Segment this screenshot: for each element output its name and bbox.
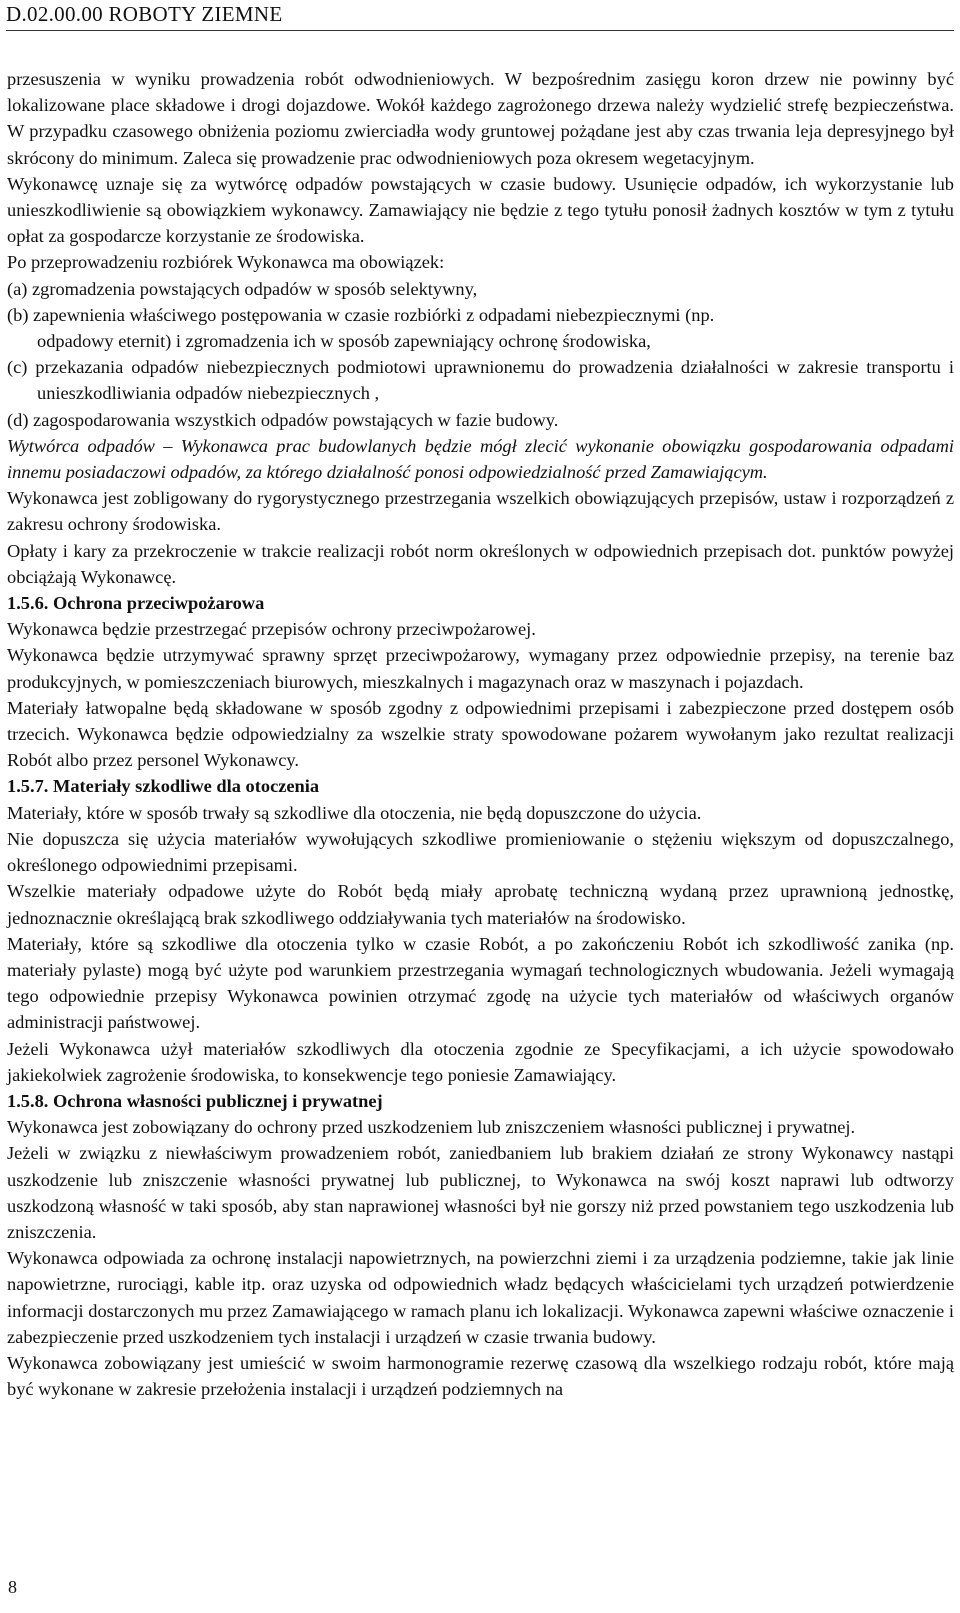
- paragraph: Wykonawcę uznaje się za wytwórcę odpadów powstających w czasie budowy. Usunięcie odpadów, ich wykorzystanie lub unieszkodliwienie są obowiązkiem wykonawcy. Zamawiający nie będzie z tego tytułu ponosił żadnych kosztów w tym z tytułu opłat za gospodarcze korzystanie ze środowiska.: [7, 173, 954, 247]
- list-item: (c) przekazania odpadów niebezpiecznych podmiotowi uprawnionemu do prowadzenia działalności w zakresie transportu i unieszkodliwiania odpadów niebezpiecznych ,: [7, 357, 954, 404]
- paragraph: Jeżeli Wykonawca użył materiałów szkodliwych dla otoczenia zgodnie ze Specyfikacjami, a ich użycie spowodowało jakiekolwiek zagrożenie środowiska, to konsekwencje tego poniesie Zamawiający.: [7, 1038, 954, 1085]
- paragraph: Wszelkie materiały odpadowe użyte do Robót będą miały aprobatę techniczną wydaną przez uprawnioną jednostkę, jednoznacznie określającą brak szkodliwego oddziaływania tych materiałów na środowisko.: [7, 881, 954, 928]
- section-heading: 1.5.6. Ochrona przeciwpożarowa: [7, 593, 265, 614]
- paragraph: Materiały łatwopalne będą składowane w sposób zgodny z odpowiednimi przepisami i zabezpieczone przed dostępem osób trzecich. Wykonawca będzie odpowiedzialny za wszelkie straty spowodowane pożarem wywołanym jako rezultat realizacji Robót albo przez personel Wykonawcy.: [7, 697, 954, 771]
- section-heading: 1.5.7. Materiały szkodliwe dla otoczenia: [7, 776, 320, 797]
- header-divider: [6, 30, 954, 31]
- list-item: (b) zapewnienia właściwego postępowania w czasie rozbiórki z odpadami niebezpiecznymi (np.: [7, 304, 715, 325]
- paragraph: Nie dopuszcza się użycia materiałów wywołujących szkodliwe promieniowanie o stężeniu większym od dopuszczalnego, określonego odpowiednimi przepisami.: [7, 828, 954, 876]
- paragraph: Jeżeli w związku z niewłaściwym prowadzeniem robót, zaniedbaniem lub brakiem działań ze strony Wykonawcy nastąpi uszkodzenie lub zniszczenie własności prywatnej lub publicznej, to Wykonawca na swój koszt naprawi lub odtworzy uszkodzoną własność w taki sposób, aby stan naprawionej własności był nie gorszy niż przed powstaniem tego uszkodzenia lub zniszczenia.: [7, 1143, 954, 1242]
- paragraph: Wykonawca będzie utrzymywać sprawny sprzęt przeciwpożarowy, wymagany przez odpowiednie przepisy, na terenie baz produkcyjnych, w pomieszczeniach biurowych, mieszkalnych i magazynach oraz w maszynach i pojazdach.: [7, 645, 954, 692]
- paragraph: Wykonawca odpowiada za ochronę instalacji napowietrznych, na powierzchni ziemi i za urządzenia podziemne, takie jak linie napowietrzne, rurociągi, kable itp. oraz uzyska od odpowiednich władz będących właścicielami tych urządzeń potwierdzenie informacji dostarczonych mu przez Zamawiającego w ramach planu ich lokalizacji. Wykonawca zapewni właściwe oznaczenie i zabezpieczenie przed uszkodzeniem tych instalacji i urządzeń w czasie trwania budowy.: [7, 1248, 954, 1347]
- paragraph: Po przeprowadzeniu rozbiórek Wykonawca ma obowiązek:: [7, 252, 445, 273]
- paragraph: Wykonawca jest zobligowany do rygorystycznego przestrzegania wszelkich obowiązujących przepisów, ustaw i rozporządzeń z zakresu ochrony środowiska.: [7, 488, 954, 535]
- italic-paragraph: Wytwórca odpadów – Wykonawca prac budowlanych będzie mógł zlecić wykonanie obowiązku gospodarowania odpadami innemu posiadaczowi odpadów, za którego działalność ponosi odpowiedzialność przed Zamawiającym.: [7, 435, 954, 483]
- list-item: (a) zgromadzenia powstających odpadów w sposób selektywny,: [7, 278, 478, 299]
- paragraph: Materiały, które w sposób trwały są szkodliwe dla otoczenia, nie będą dopuszczone do użycia.: [7, 802, 702, 823]
- list-item-continuation: odpadowy eternit) i zgromadzenia ich w sposób zapewniający ochronę środowiska,: [37, 331, 651, 352]
- paragraph: przesuszenia w wyniku prowadzenia robót odwodnieniowych. W bezpośrednim zasięgu koron drzew nie powinny być lokalizowane place składowe i drogi dojazdowe. Wokół każdego zagrożonego drzewa należy wydzielić strefę bezpieczeństwa. W przypadku czasowego obniżenia poziomu zwierciadła wody gruntowej pożądane jest aby czas trwania leja depresyjnego był skrócony do minimum. Zaleca się prowadzenie prac odwodnieniowych poza okresem wegetacyjnym.: [7, 69, 954, 168]
- paragraph: Opłaty i kary za przekroczenie w trakcie realizacji robót norm określonych w odpowiednich przepisach dot. punktów powyżej obciążają Wykonawcę.: [7, 540, 954, 587]
- paragraph: Materiały, które są szkodliwe dla otoczenia tylko w czasie Robót, a po zakończeniu Robót ich szkodliwość zanika (np. materiały pylaste) mogą być użyte pod warunkiem przestrzegania wymagań technologicznych wbudowania. Jeżeli wymagają tego odpowiednie przepisy Wykonawca powinien otrzymać zgodę na użycie tych materiałów od właściwych organów administracji państwowej.: [7, 933, 954, 1033]
- page-number: 8: [8, 1577, 17, 1597]
- paragraph: Wykonawca będzie przestrzegać przepisów ochrony przeciwpożarowej.: [7, 619, 536, 640]
- paragraph: Wykonawca jest zobowiązany do ochrony przed uszkodzeniem lub zniszczeniem własności publicznej i prywatnej.: [7, 1117, 856, 1138]
- section-heading: 1.5.8. Ochrona własności publicznej i prywatnej: [7, 1090, 383, 1111]
- list-item: (d) zagospodarowania wszystkich odpadów powstających w fazie budowy.: [7, 409, 559, 430]
- page-header-title: D.02.00.00 ROBOTY ZIEMNE: [6, 2, 283, 26]
- paragraph: Wykonawca zobowiązany jest umieścić w swoim harmonogramie rezerwę czasową dla wszelkiego rodzaju robót, które mają być wykonane w zakresie przełożenia instalacji i urządzeń podziemnych na: [7, 1352, 954, 1400]
- document-body: [7, 66, 954, 1402]
